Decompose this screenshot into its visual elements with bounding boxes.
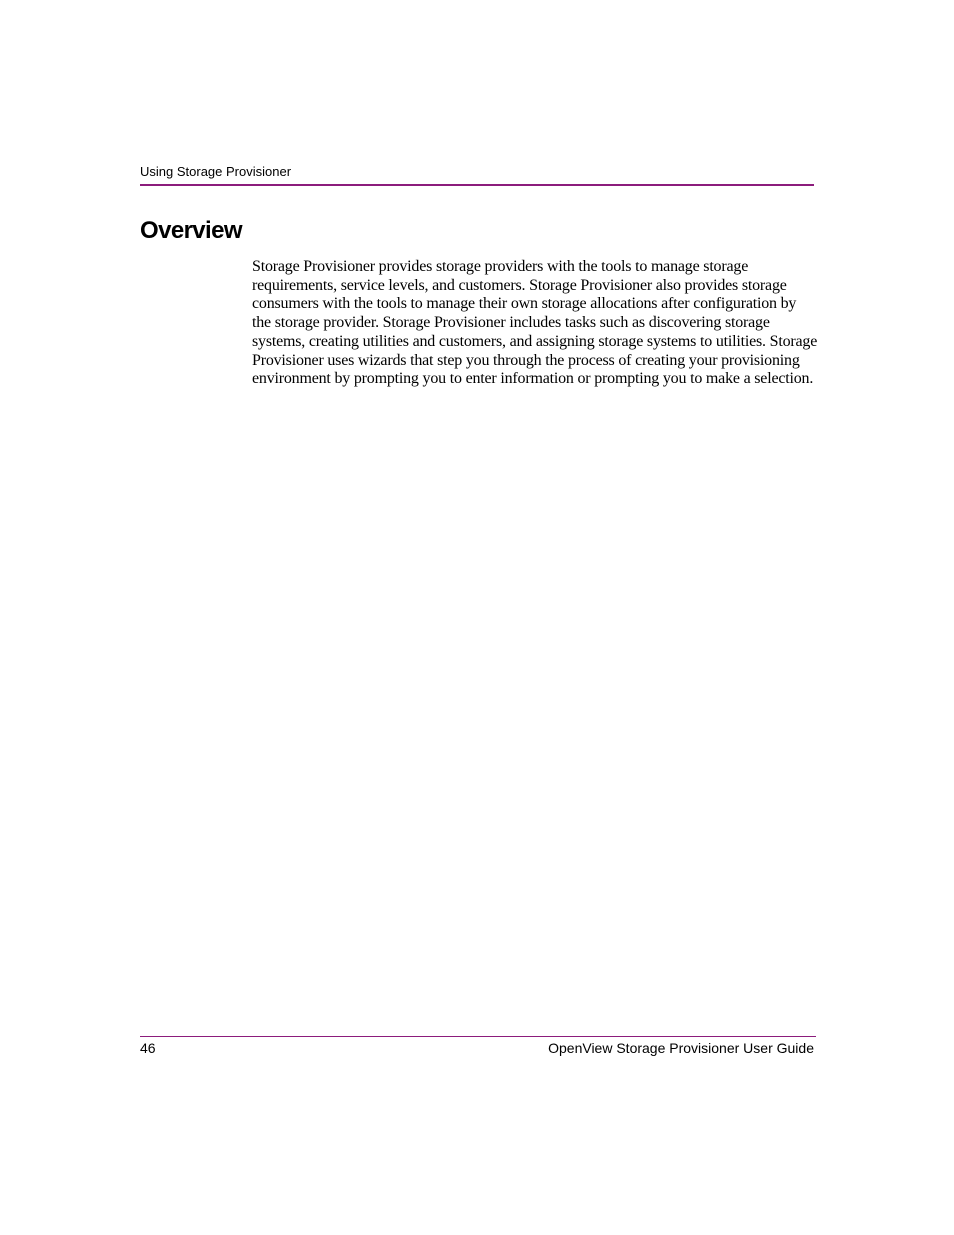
footer-rule (140, 1036, 816, 1037)
page-number: 46 (140, 1040, 156, 1056)
overview-paragraph: Storage Provisioner provides storage providers with the tools to manage storage requirements, service levels, and customers. Storage Provisioner also provides storage consumers with the tools to manage their own storage allocations after configuration by the storage provider. Storage Provisioner includes tasks such as discovering storage systems, creating utilities and customers, and assigning storage systems to utilities. Storage Provisioner uses wizards that step you through the process of creating your provisioning environment by prompting you to enter information or prompting you to make a selection. (252, 258, 818, 388)
header-rule (140, 184, 814, 186)
running-header: Using Storage Provisioner (140, 164, 292, 179)
section-title: Overview (140, 217, 242, 244)
footer-guide-title: OpenView Storage Provisioner User Guide (548, 1040, 814, 1056)
